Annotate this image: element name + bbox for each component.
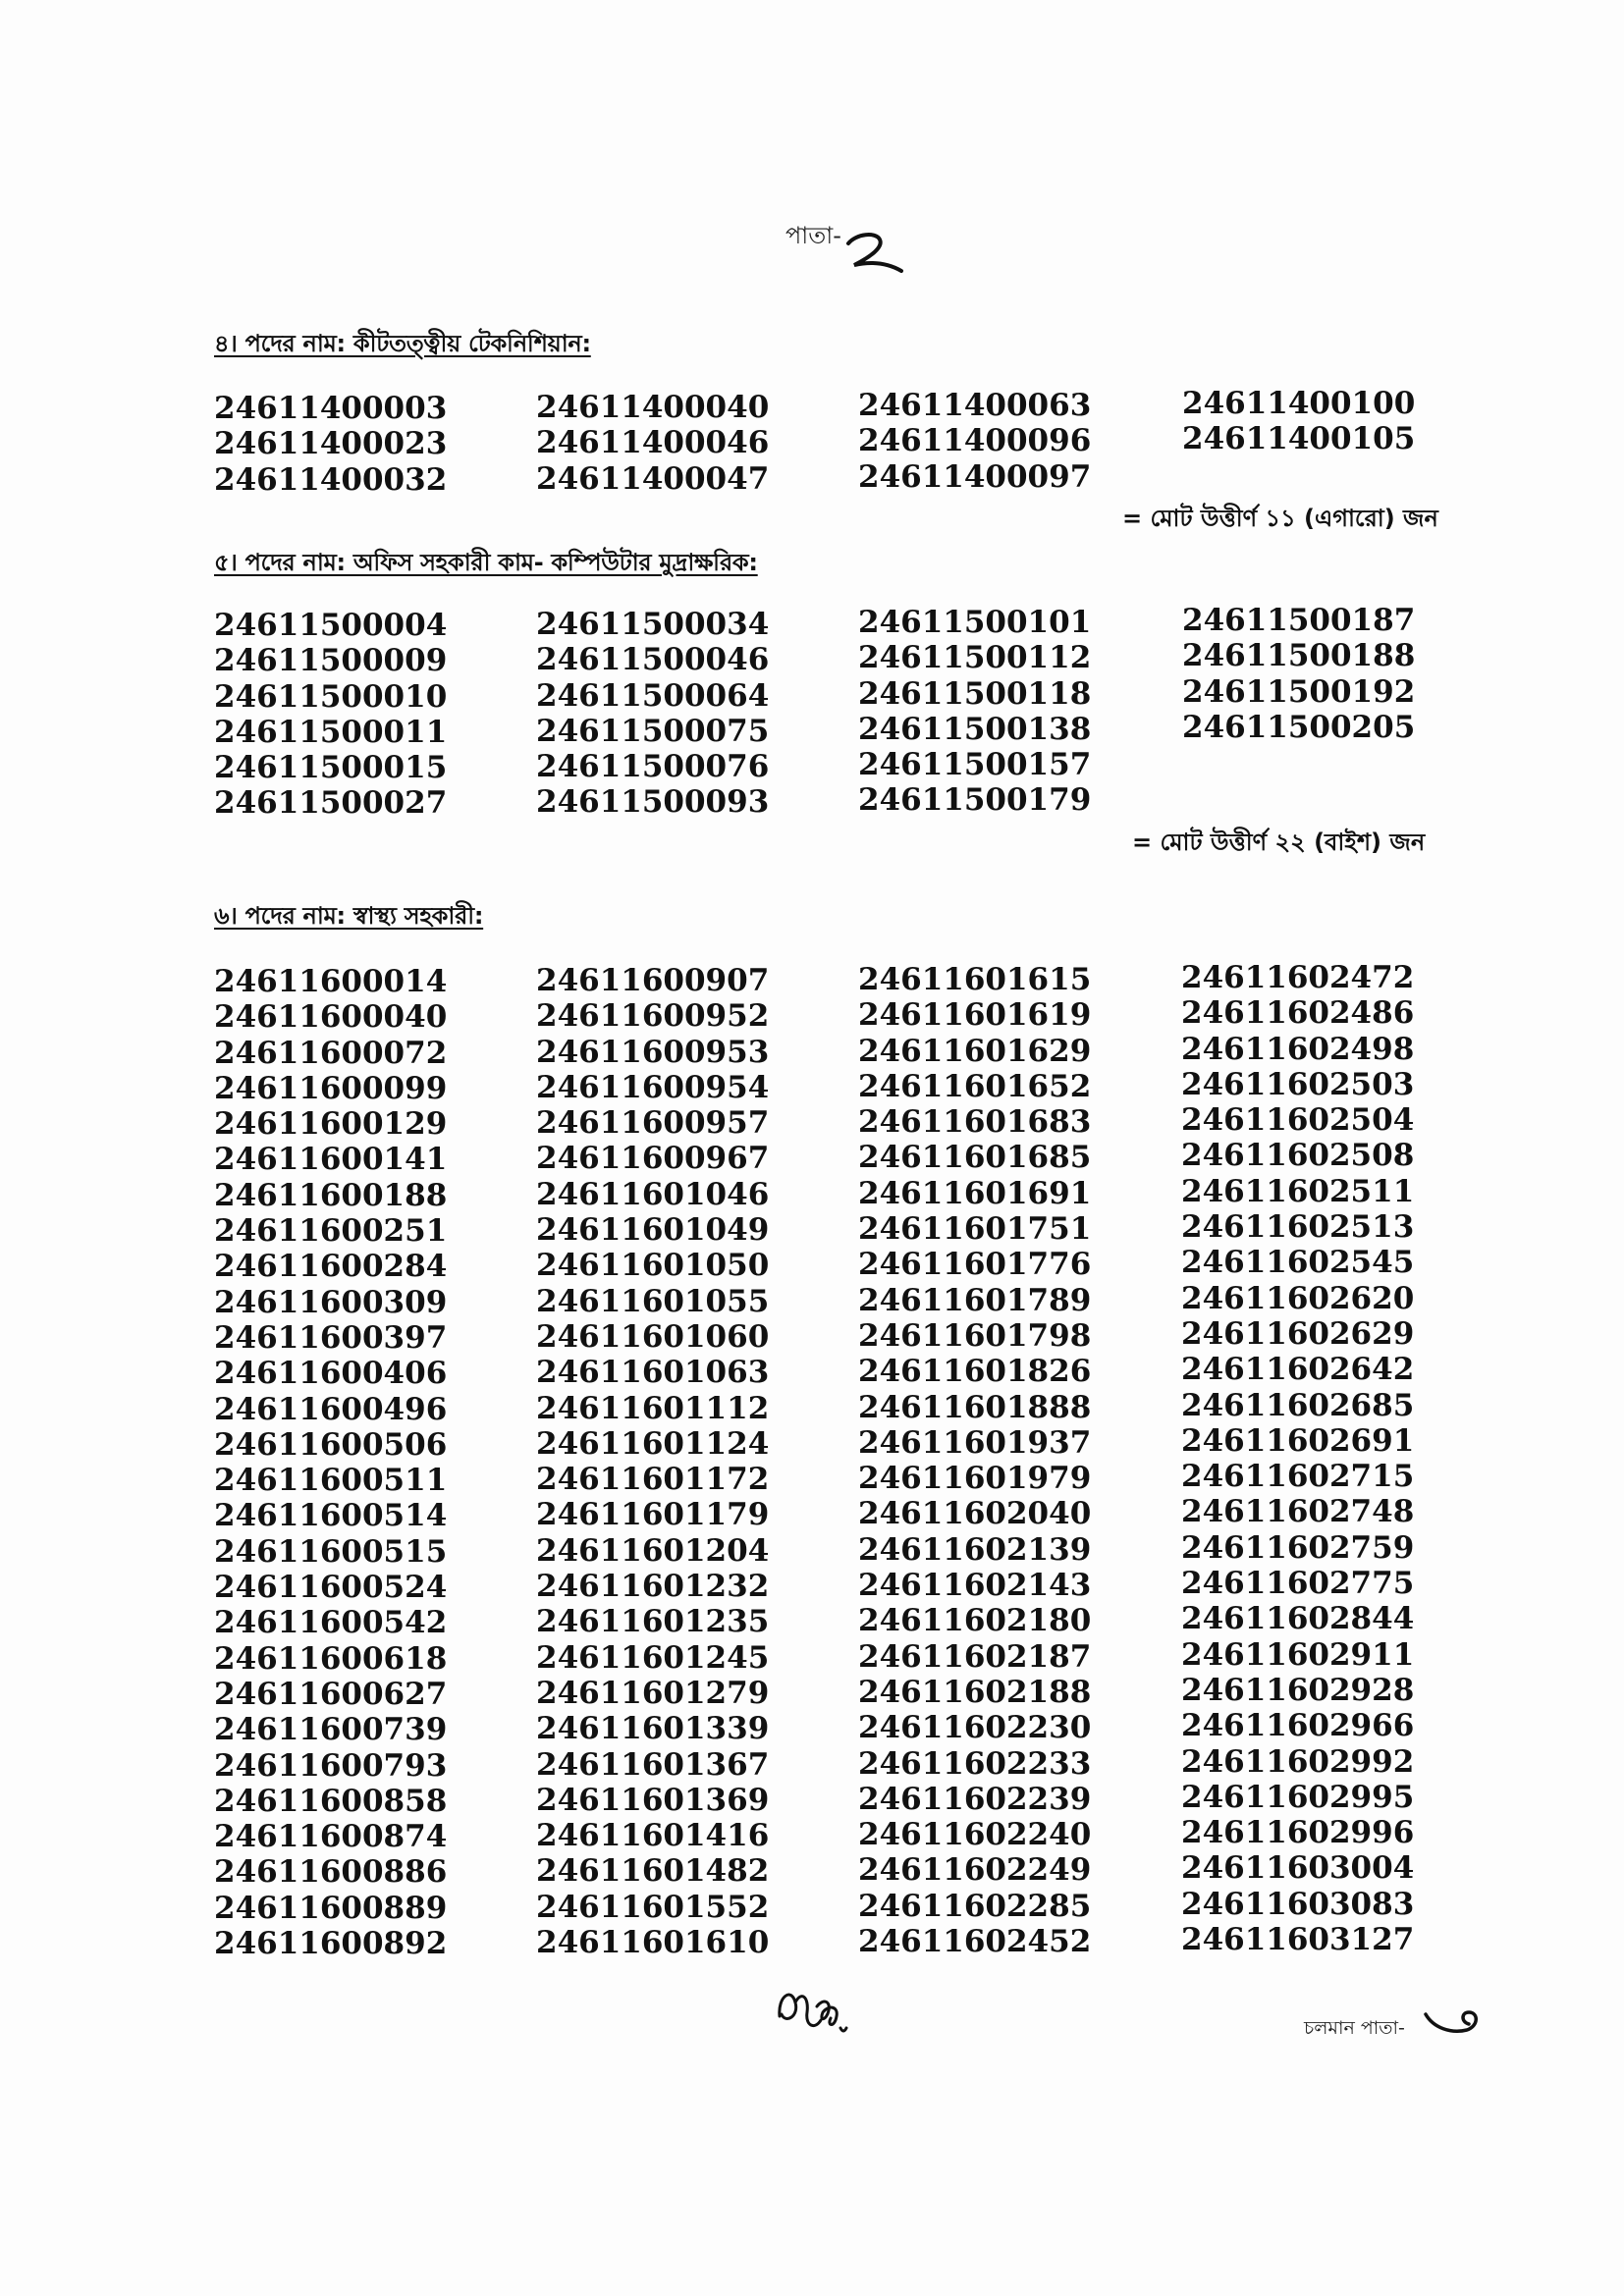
roll-number: 24611601888 xyxy=(858,1389,1092,1425)
roll-number: 24611600858 xyxy=(214,1783,448,1819)
roll-number: 24611600618 xyxy=(214,1640,448,1677)
roll-number: 24611600099 xyxy=(214,1070,448,1106)
roll-number: 24611602715 xyxy=(1181,1459,1415,1495)
roll-number: 24611601172 xyxy=(536,1462,770,1498)
roll-number: 24611600524 xyxy=(214,1570,448,1606)
roll-number: 24611601751 xyxy=(858,1211,1092,1248)
roll-number: 24611602285 xyxy=(858,1888,1092,1924)
roll-number: 24611602511 xyxy=(1181,1173,1415,1209)
roll-number: 24611602143 xyxy=(858,1568,1092,1604)
roll-number: 24611600129 xyxy=(214,1106,448,1143)
roll-number: 24611500046 xyxy=(536,642,770,678)
section-4-total: = মোট উত্তীর্ণ ১১ (এগারো) জন xyxy=(1122,505,1438,532)
roll-number: 24611400096 xyxy=(858,423,1092,459)
roll-number: 24611500118 xyxy=(858,675,1092,712)
roll-number: 24611601279 xyxy=(536,1675,770,1711)
roll-number: 24611500188 xyxy=(1182,638,1416,674)
roll-number: 24611600957 xyxy=(536,1105,770,1142)
roll-number: 24611500101 xyxy=(858,605,1092,640)
roll-number: 24611500138 xyxy=(858,711,1092,747)
continuing-page-label: চলমান পাতা- xyxy=(1304,2017,1405,2039)
roll-number: 24611500157 xyxy=(858,747,1092,783)
handwritten-initials xyxy=(772,1977,880,2042)
roll-number: 24611601552 xyxy=(536,1889,770,1925)
roll-number: 24611600496 xyxy=(214,1391,448,1427)
roll-number: 24611601683 xyxy=(858,1104,1092,1141)
roll-number: 24611500015 xyxy=(214,750,448,786)
section-4-column-4 xyxy=(1182,386,1415,457)
roll-number: 24611601798 xyxy=(858,1317,1092,1354)
roll-number: 24611600040 xyxy=(214,999,448,1036)
roll-number: 24611500064 xyxy=(536,677,770,714)
roll-number: 24611601615 xyxy=(858,962,1092,997)
roll-number: 24611601789 xyxy=(858,1282,1092,1318)
roll-number: 24611400032 xyxy=(214,461,448,498)
roll-number: 24611400100 xyxy=(1182,386,1416,421)
roll-number: 24611601416 xyxy=(536,1818,770,1854)
section-4-column-3 xyxy=(858,388,1091,495)
roll-number: 24611603083 xyxy=(1181,1886,1415,1922)
roll-number: 24611602545 xyxy=(1181,1245,1415,1281)
roll-number: 24611600892 xyxy=(214,1926,448,1962)
roll-number: 24611602040 xyxy=(858,1496,1092,1532)
roll-number: 24611400003 xyxy=(214,391,448,426)
roll-number: 24611400063 xyxy=(858,388,1092,423)
page-number-label: পাতা- xyxy=(785,222,841,249)
roll-number: 24611601979 xyxy=(858,1461,1092,1497)
roll-number: 24611600542 xyxy=(214,1605,448,1641)
roll-number: 24611600014 xyxy=(214,964,448,999)
section-5-column-3 xyxy=(858,605,1091,819)
roll-number: 24611601776 xyxy=(858,1247,1092,1283)
roll-number: 24611600739 xyxy=(214,1712,448,1748)
roll-number: 24611602504 xyxy=(1181,1102,1415,1139)
roll-number: 24611602748 xyxy=(1181,1494,1415,1530)
roll-number: 24611600793 xyxy=(214,1747,448,1784)
roll-number: 24611603127 xyxy=(1181,1922,1415,1958)
section-6-column-4 xyxy=(1181,960,1414,1957)
handwritten-page-number-3 xyxy=(1422,2004,1483,2040)
roll-number: 24611602775 xyxy=(1181,1566,1415,1602)
roll-number: 24611600284 xyxy=(214,1249,448,1285)
roll-number: 24611600072 xyxy=(214,1035,448,1071)
roll-number: 24611602928 xyxy=(1181,1672,1415,1708)
roll-number: 24611500076 xyxy=(536,749,770,785)
section-6-column-3 xyxy=(858,962,1091,1959)
roll-number: 24611602513 xyxy=(1181,1209,1415,1246)
section-4-heading: ৪। পদের নাম: কীটতত্ত্বীয় টেকনিশিয়ান: xyxy=(214,330,591,357)
roll-number: 24611600188 xyxy=(214,1177,448,1213)
roll-number: 24611602996 xyxy=(1181,1815,1415,1851)
roll-number: 24611601629 xyxy=(858,1033,1092,1069)
section-5-column-1 xyxy=(214,608,447,822)
roll-number: 24611601063 xyxy=(536,1355,770,1391)
roll-number: 24611400047 xyxy=(536,460,770,497)
roll-number: 24611601245 xyxy=(536,1639,770,1676)
roll-number: 24611600874 xyxy=(214,1819,448,1855)
roll-number: 24611601235 xyxy=(536,1604,770,1640)
section-5-heading: ৫। পদের নাম: অফিস সহকারী কাম- কম্পিউটার মুদ্রাক্ষরিক: xyxy=(214,549,758,576)
roll-number: 24611500004 xyxy=(214,608,448,643)
roll-number: 24611500093 xyxy=(536,784,770,821)
section-5-column-4 xyxy=(1182,603,1415,745)
roll-number: 24611602188 xyxy=(858,1674,1092,1710)
roll-number: 24611601369 xyxy=(536,1782,770,1818)
roll-number: 24611500192 xyxy=(1182,673,1416,710)
roll-number: 24611601124 xyxy=(536,1425,770,1462)
roll-number: 24611601060 xyxy=(536,1318,770,1355)
roll-number: 24611600952 xyxy=(536,998,770,1035)
roll-number: 24611601046 xyxy=(536,1176,770,1212)
roll-number: 24611601691 xyxy=(858,1175,1092,1211)
roll-number: 24611601937 xyxy=(858,1424,1092,1461)
roll-number: 24611500205 xyxy=(1182,709,1416,745)
roll-number: 24611602503 xyxy=(1181,1066,1415,1102)
roll-number: 24611600967 xyxy=(536,1141,770,1177)
roll-number: 24611500112 xyxy=(858,640,1092,676)
roll-number: 24611400105 xyxy=(1182,421,1416,457)
section-6-column-1 xyxy=(214,964,447,1961)
roll-number: 24611602759 xyxy=(1181,1529,1415,1566)
roll-number: 24611500179 xyxy=(858,782,1092,819)
section-6-heading: ৬। পদের নাম: স্বাস্থ্য সহকারী: xyxy=(214,902,484,930)
roll-number: 24611602249 xyxy=(858,1852,1092,1889)
roll-number: 24611400040 xyxy=(536,390,770,425)
section-4-column-1 xyxy=(214,391,447,498)
roll-number: 24611602233 xyxy=(858,1745,1092,1782)
roll-number: 24611601179 xyxy=(536,1497,770,1533)
roll-number: 24611600406 xyxy=(214,1356,448,1392)
roll-number: 24611602486 xyxy=(1181,995,1415,1032)
roll-number: 24611602240 xyxy=(858,1817,1092,1853)
roll-number: 24611400097 xyxy=(858,458,1092,495)
roll-number: 24611601482 xyxy=(536,1853,770,1890)
roll-number: 24611600141 xyxy=(214,1142,448,1178)
roll-number: 24611500010 xyxy=(214,678,448,715)
roll-number: 24611600953 xyxy=(536,1034,770,1070)
handwritten-page-number-2 xyxy=(842,228,911,275)
roll-number: 24611601826 xyxy=(858,1354,1092,1390)
roll-number: 24611602139 xyxy=(858,1531,1092,1568)
roll-number: 24611602642 xyxy=(1181,1352,1415,1388)
roll-number: 24611600886 xyxy=(214,1854,448,1891)
roll-number: 24611602685 xyxy=(1181,1387,1415,1423)
roll-number: 24611601367 xyxy=(536,1746,770,1783)
roll-number: 24611602620 xyxy=(1181,1280,1415,1316)
section-4-column-2 xyxy=(536,390,769,497)
roll-number: 24611500075 xyxy=(536,713,770,749)
roll-number: 24611602230 xyxy=(858,1710,1092,1746)
roll-number: 24611500187 xyxy=(1182,603,1416,638)
roll-number: 24611600251 xyxy=(214,1213,448,1250)
roll-number: 24611600954 xyxy=(536,1069,770,1105)
roll-number: 24611602452 xyxy=(858,1924,1092,1960)
roll-number: 24611602508 xyxy=(1181,1138,1415,1174)
roll-number: 24611500027 xyxy=(214,785,448,822)
section-5-total: = মোট উত্তীর্ণ ২২ (বাইশ) জন xyxy=(1132,828,1426,856)
roll-number: 24611602629 xyxy=(1181,1315,1415,1352)
roll-number: 24611600397 xyxy=(214,1319,448,1356)
roll-number: 24611400046 xyxy=(536,425,770,461)
roll-number: 24611602995 xyxy=(1181,1779,1415,1815)
roll-number: 24611601055 xyxy=(536,1283,770,1319)
roll-number: 24611600515 xyxy=(214,1533,448,1570)
roll-number: 24611600309 xyxy=(214,1284,448,1320)
roll-number: 24611601652 xyxy=(858,1068,1092,1104)
roll-number: 24611500009 xyxy=(214,643,448,679)
roll-number: 24611602187 xyxy=(858,1638,1092,1675)
roll-number: 24611602180 xyxy=(858,1603,1092,1639)
roll-number: 24611602691 xyxy=(1181,1422,1415,1459)
roll-number: 24611602992 xyxy=(1181,1743,1415,1780)
roll-number: 24611600514 xyxy=(214,1498,448,1534)
roll-number: 24611602966 xyxy=(1181,1708,1415,1744)
section-5-column-2 xyxy=(536,607,769,821)
roll-number: 24611602844 xyxy=(1181,1601,1415,1637)
roll-number: 24611601049 xyxy=(536,1212,770,1249)
roll-number: 24611601232 xyxy=(536,1569,770,1605)
roll-number: 24611603004 xyxy=(1181,1850,1415,1887)
roll-number: 24611600627 xyxy=(214,1676,448,1712)
roll-number: 24611601685 xyxy=(858,1140,1092,1176)
roll-number: 24611602472 xyxy=(1181,960,1415,995)
roll-number: 24611601112 xyxy=(536,1390,770,1426)
roll-number: 24611600506 xyxy=(214,1426,448,1463)
roll-number: 24611400023 xyxy=(214,426,448,462)
roll-number: 24611600889 xyxy=(214,1890,448,1926)
roll-number: 24611600907 xyxy=(536,963,770,998)
roll-number: 24611601339 xyxy=(536,1711,770,1747)
roll-number: 24611601619 xyxy=(858,997,1092,1034)
roll-number: 24611601610 xyxy=(536,1925,770,1961)
roll-number: 24611602911 xyxy=(1181,1636,1415,1673)
roll-number: 24611601050 xyxy=(536,1248,770,1284)
section-6-column-2 xyxy=(536,963,769,1960)
roll-number: 24611500034 xyxy=(536,607,770,642)
roll-number: 24611602239 xyxy=(858,1781,1092,1817)
roll-number: 24611601204 xyxy=(536,1532,770,1569)
roll-number: 24611600511 xyxy=(214,1463,448,1499)
roll-number: 24611602498 xyxy=(1181,1031,1415,1067)
roll-number: 24611500011 xyxy=(214,714,448,750)
